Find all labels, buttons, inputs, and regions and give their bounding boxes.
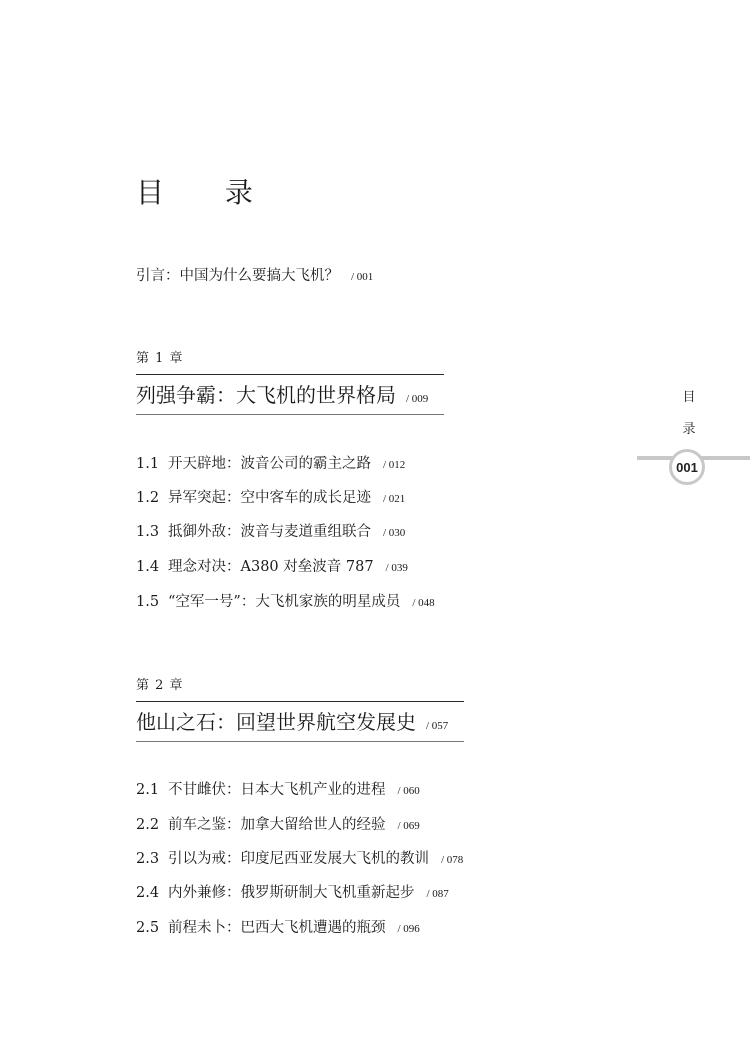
- toc-entry[interactable]: [136, 780, 420, 801]
- chapter-2-title-text: 他山之石：回望世界航空发展史: [136, 710, 416, 734]
- chapter-1-title[interactable]: [136, 382, 428, 412]
- toc-entry[interactable]: [136, 883, 449, 904]
- section-title: 前车之鉴：加拿大留给世人的经验: [168, 817, 386, 833]
- section-title: 前程未卜：巴西大飞机遭遇的瓶颈: [168, 920, 386, 936]
- section-title: 异军突起：空中客车的成长足迹: [168, 490, 371, 506]
- section-number: 1.3: [136, 524, 160, 540]
- section-title: 不甘雌伏：日本大飞机产业的进程: [168, 782, 386, 798]
- chapter-1-top-rule: [136, 374, 444, 375]
- chapter-2-top-rule: [136, 701, 464, 702]
- section-number: 1.5: [136, 594, 160, 610]
- section-number: 1.4: [136, 559, 160, 575]
- section-page: / 021: [383, 493, 406, 505]
- section-number: 2.1: [136, 782, 160, 798]
- section-page: / 078: [441, 854, 464, 866]
- section-number: 2.4: [136, 885, 160, 901]
- chapter-1-page: / 009: [406, 393, 429, 405]
- chapter-1-bottom-rule: [136, 414, 444, 415]
- toc-entry[interactable]: [136, 454, 405, 475]
- section-number: 2.2: [136, 817, 160, 833]
- chapter-2-title[interactable]: [136, 709, 448, 739]
- chapter-2-label: 第 2 章: [136, 678, 184, 693]
- section-page: / 039: [385, 562, 408, 574]
- toc-entry[interactable]: [136, 488, 405, 509]
- section-title: 内外兼修：俄罗斯研制大飞机重新起步: [168, 885, 415, 901]
- section-number: 2.5: [136, 920, 160, 936]
- chapter-1-label: 第 1 章: [136, 351, 184, 366]
- toc-entry[interactable]: [136, 592, 435, 613]
- section-number: 2.3: [136, 851, 160, 867]
- toc-entry[interactable]: [136, 849, 463, 870]
- section-number: 1.2: [136, 490, 160, 506]
- intro-entry[interactable]: [136, 266, 373, 287]
- chapter-2-page: / 057: [426, 720, 449, 732]
- section-page: / 087: [426, 888, 449, 900]
- toc-entry[interactable]: [136, 918, 420, 939]
- section-page: / 096: [397, 923, 420, 935]
- toc-entry[interactable]: [136, 557, 408, 578]
- chapter-2-bottom-rule: [136, 741, 464, 742]
- toc-entry[interactable]: [136, 815, 420, 836]
- page-number-badge: 001: [669, 449, 705, 485]
- intro-page: / 001: [351, 271, 374, 283]
- section-title: 理念对决：A380 对垒波音 787: [168, 559, 374, 575]
- section-page: / 069: [397, 820, 420, 832]
- side-tab-char-2: 录: [682, 422, 696, 437]
- section-page: / 048: [412, 597, 435, 609]
- section-page: / 012: [383, 459, 406, 471]
- section-title: “空军一号”：大飞机家族的明星成员: [168, 594, 401, 610]
- chapter-1-title-text: 列强争霸：大飞机的世界格局: [136, 383, 396, 407]
- intro-text: 引言：中国为什么要搞大飞机？: [136, 268, 339, 284]
- section-title: 引以为戒：印度尼西亚发展大飞机的教训: [168, 851, 429, 867]
- page-title: 目 录: [136, 176, 279, 209]
- section-number: 1.1: [136, 456, 160, 472]
- section-title: 开天辟地：波音公司的霸主之路: [168, 456, 371, 472]
- side-tab-char-1: 目: [682, 390, 696, 405]
- toc-entry[interactable]: [136, 522, 405, 543]
- section-page: / 060: [397, 785, 420, 797]
- section-title: 抵御外敌：波音与麦道重组联合: [168, 524, 371, 540]
- section-page: / 030: [383, 527, 406, 539]
